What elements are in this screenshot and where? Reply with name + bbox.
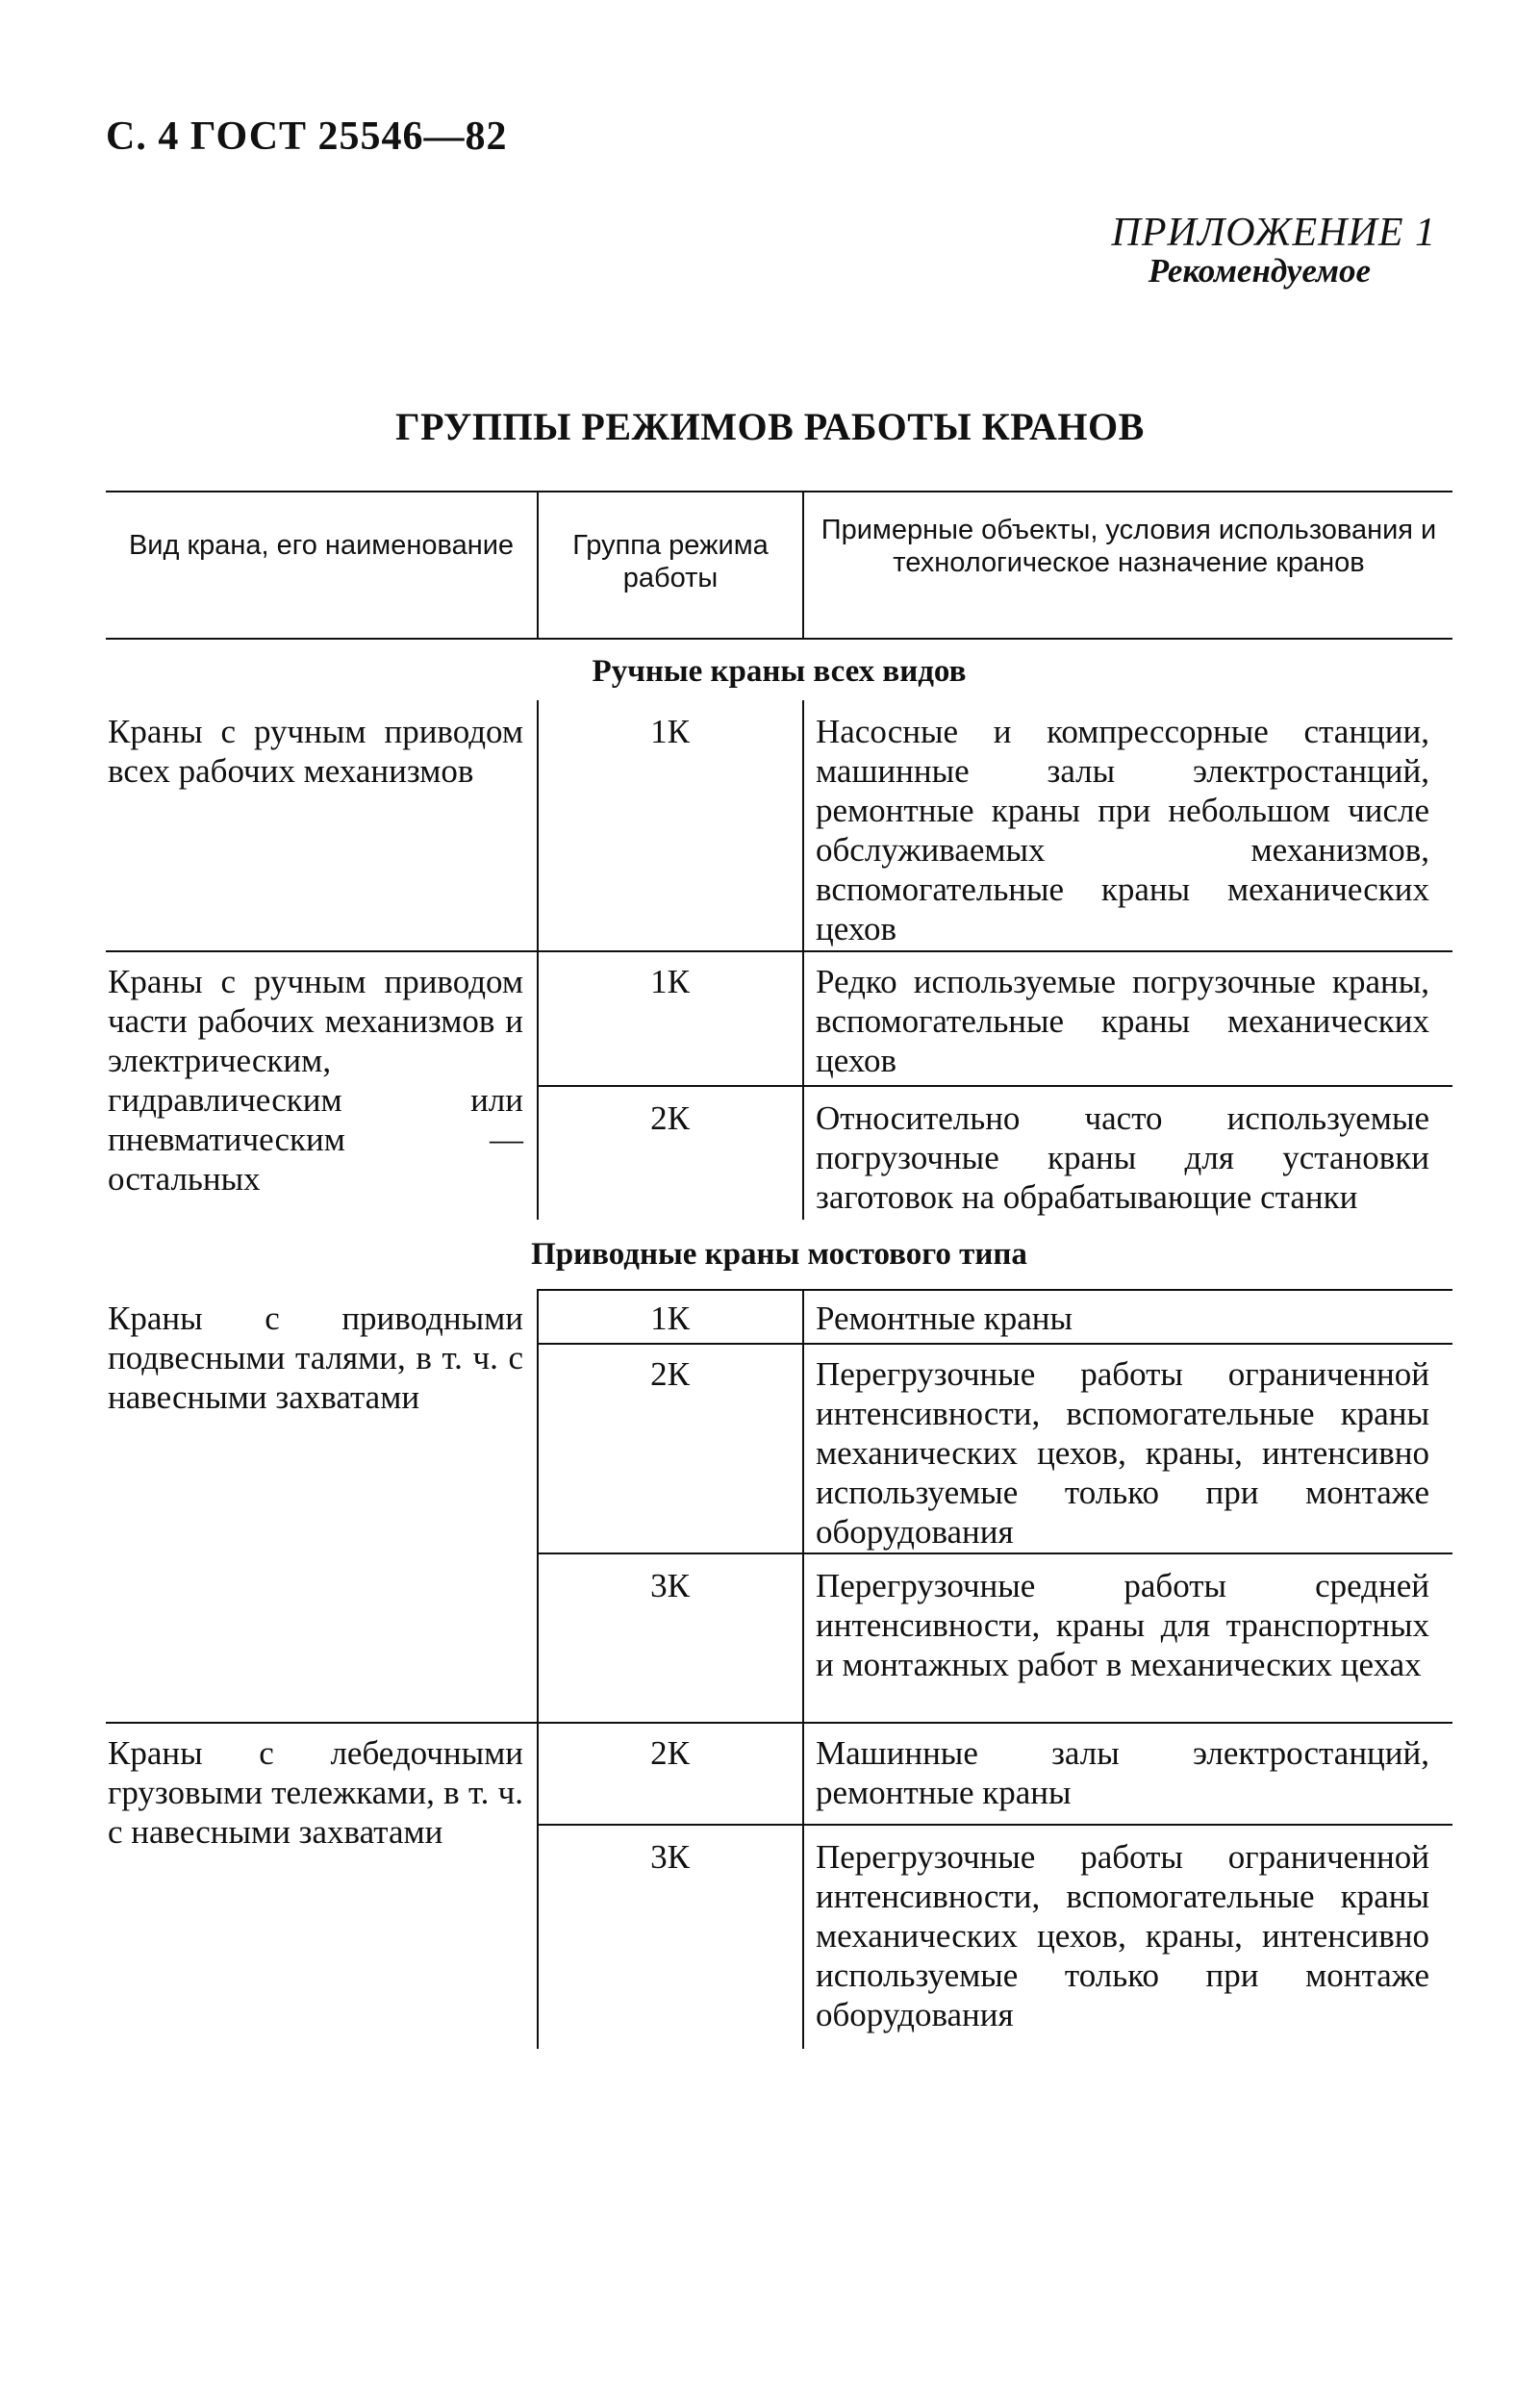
usage-description: Перегрузочные работы ограниченной интенсивности, вспомогательные краны механических цехов, краны, интенсивно используемые только при монтаже оборудования (816, 1355, 1429, 1551)
row-rule (539, 1824, 1452, 1826)
mode-group: 1К (650, 963, 690, 1000)
mode-group: 1К (650, 1300, 690, 1337)
column-divider (802, 1289, 804, 2049)
row-rule (539, 1343, 1452, 1345)
row-rule (106, 1722, 1452, 1724)
document-title: ГРУППЫ РЕЖИМОВ РАБОТЫ КРАНОВ (395, 405, 1145, 448)
column-header-description: Примерные объекты, условия использования и технологическое назначение кранов (820, 515, 1437, 578)
mode-group: 2К (650, 1099, 690, 1137)
header-bottom-rule (106, 638, 1452, 640)
table-top-rule (106, 491, 1452, 492)
column-header-kind: Вид крана, его наименование (128, 530, 515, 561)
usage-description: Редко используемые погрузочные краны, вспомогательные краны механических цехов (816, 963, 1429, 1079)
mode-group: 2К (650, 1734, 690, 1772)
usage-description: Машинные залы электростанций, ремонтные краны (816, 1734, 1429, 1811)
usage-description: Перегрузочные работы ограниченной интенсивности, вспомогательные краны механических цехов, краны, интенсивно используемые только при монтаже оборудования (816, 1838, 1429, 2033)
row-rule (106, 950, 1452, 952)
mode-group: 1К (650, 713, 690, 750)
usage-description: Перегрузочные работы средней интенсивности, краны для транспортных и монтажных работ в механических цехах (816, 1567, 1429, 1683)
column-header-group: Группа режима работы (572, 530, 769, 593)
usage-description: Насосные и компрессорные станции, машинные залы электростанций, ремонтные краны при небольшом числе обслуживаемых механизмов, вспомогательные краны механических цехов (816, 713, 1429, 947)
mode-group: 3К (650, 1838, 690, 1876)
row-rule (539, 1552, 1452, 1554)
appendix-subtitle: Рекомендуемое (1148, 252, 1371, 290)
page-header: С. 4 ГОСТ 25546—82 (106, 114, 508, 159)
usage-description: Ремонтные краны (816, 1300, 1073, 1337)
row-rule (539, 1289, 1452, 1291)
mode-group: 2К (650, 1355, 690, 1393)
header-divider (802, 491, 804, 640)
crane-kind: Краны с приводными подвесными талями, в т. ч. с навесными захватами (108, 1300, 523, 1416)
mode-group: 3К (650, 1567, 690, 1604)
row-rule (539, 1085, 1452, 1087)
column-divider (537, 1289, 539, 2049)
section-title: Приводные краны мостового типа (531, 1237, 1027, 1272)
section-title: Ручные краны всех видов (592, 654, 967, 689)
crane-kind: Краны с ручным приводом части рабочих механизмов и электрическим, гидравлическим или пневматическим — остальных (108, 963, 523, 1198)
column-divider (802, 700, 804, 1220)
header-divider (537, 491, 539, 640)
crane-kind: Краны с лебедочными грузовыми тележками, в т. ч. с навесными захватами (108, 1734, 523, 1851)
usage-description: Относительно часто используемые погрузочные краны для установки заготовок на обрабатывающие станки (816, 1099, 1429, 1216)
appendix-title: ПРИЛОЖЕНИЕ 1 (1111, 211, 1436, 255)
crane-kind: Краны с ручным приводом всех рабочих механизмов (108, 713, 523, 790)
